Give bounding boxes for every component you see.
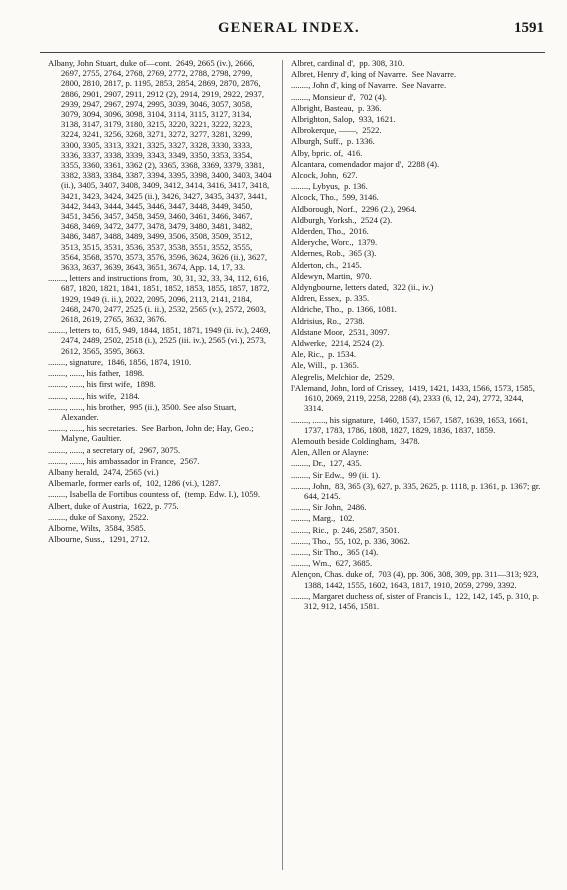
- index-references: p. 1534.: [328, 349, 357, 360]
- index-entry: [291, 125, 544, 135]
- index-heading: ........, John d', king of Navarre.: [291, 80, 398, 91]
- index-entry: [291, 69, 544, 79]
- index-heading: ........, Sir Edw.,: [291, 469, 345, 480]
- index-references: 1898.: [124, 368, 145, 379]
- index-heading: Alen, Allen or Alayne:: [291, 447, 369, 458]
- index-references: 2486.: [347, 502, 367, 513]
- index-heading: Aldborough, Norf.,: [291, 203, 358, 214]
- index-entry: [291, 458, 544, 468]
- index-references: 627.: [342, 170, 358, 181]
- index-references: 970.: [356, 270, 372, 281]
- index-heading: ........, letters to,: [48, 325, 102, 336]
- index-heading: l'Alemand, John, lord of Crissey,: [291, 382, 404, 393]
- index-entry: [291, 360, 544, 370]
- index-references: pp. 308, 310.: [359, 58, 405, 68]
- index-references: 2967, 3075.: [139, 444, 181, 455]
- index-entry: [291, 103, 544, 113]
- index-references: 122, 142, 145, p. 310, p. 312, 912, 1456, 1581.: [304, 590, 539, 611]
- index-references: 2522.: [362, 125, 382, 136]
- index-entry: [48, 478, 272, 488]
- index-heading: ........, ......, his father,: [48, 368, 121, 379]
- index-entry: [291, 271, 544, 281]
- index-references: 2016.: [349, 226, 369, 237]
- index-entry: [48, 445, 272, 455]
- index-references: 2522.: [129, 511, 149, 522]
- index-heading: Aldrisius, Ro.,: [291, 315, 342, 326]
- index-heading: Alby, bpric. of,: [291, 147, 344, 158]
- index-heading: ........, ......, his secretaries.: [48, 423, 138, 434]
- index-entry: [291, 502, 544, 512]
- column-divider: [282, 60, 283, 870]
- index-entry: [48, 402, 272, 422]
- index-references: 1622, p. 775.: [133, 500, 179, 511]
- index-entry: [48, 423, 272, 443]
- index-heading: ........, Marg.,: [291, 513, 336, 524]
- index-entry: [48, 501, 272, 511]
- index-heading: ........, letters and instructions from,: [48, 273, 169, 284]
- running-title: GENERAL INDEX.: [218, 20, 360, 36]
- index-references: 1898.: [136, 379, 156, 390]
- index-references: p. 336.: [357, 102, 382, 113]
- index-references: 2529.: [374, 371, 395, 382]
- index-references: 1846, 1856, 1874, 1910.: [107, 356, 192, 367]
- index-heading: ........, Isabella de Fortibus countess of,: [48, 489, 181, 500]
- header-rule: [40, 52, 545, 53]
- index-heading: ........, signature,: [48, 356, 104, 367]
- index-heading: Alderton, ch.,: [291, 259, 339, 270]
- index-heading: ........, Dr.,: [291, 458, 326, 469]
- index-references: p. 246, 2587, 3501.: [332, 524, 400, 535]
- index-references: p. 1336.: [346, 136, 375, 147]
- index-heading: Albrokerque, ——,: [291, 125, 359, 136]
- index-references: 995 (ii.), 3500. See also Stuart, Alexander.: [61, 401, 237, 422]
- index-references: p. 1365.: [330, 360, 359, 371]
- index-heading: ........, ......, his wife,: [48, 390, 117, 401]
- index-column-right: [291, 58, 544, 878]
- index-entry: [48, 489, 272, 499]
- index-references: 2288 (4).: [407, 158, 440, 169]
- index-heading: Aldernes, Rob.,: [291, 248, 345, 259]
- index-references: See Navarre.: [401, 80, 447, 91]
- index-entry: [48, 357, 272, 367]
- index-entry: [291, 525, 544, 535]
- index-entry: [291, 237, 544, 247]
- index-references: 127, 435.: [329, 458, 362, 469]
- index-heading: Alburgh, Suff.,: [291, 136, 343, 147]
- index-heading: Alcock, Tho.,: [291, 192, 339, 203]
- index-entry: [291, 349, 544, 359]
- index-heading: Albany, John Stuart, duke of—cont.: [48, 58, 172, 68]
- index-heading: ........, Wm.,: [291, 558, 332, 569]
- index-entry: [48, 58, 272, 272]
- index-heading: ........, ......, his brother,: [48, 401, 126, 412]
- index-references: 102, 1286 (vi.), 1287.: [145, 478, 221, 489]
- index-heading: ........, duke of Saxony,: [48, 511, 126, 522]
- index-references: 2524 (2).: [360, 214, 393, 225]
- index-entry: [291, 282, 544, 292]
- index-references: 2531, 3097.: [348, 326, 390, 337]
- index-heading: Aldren, Essex,: [291, 293, 342, 304]
- index-entry: [291, 114, 544, 124]
- page-header: [34, 20, 544, 42]
- index-entry: [291, 204, 544, 214]
- index-entry: [291, 181, 544, 191]
- index-entry: [291, 372, 544, 382]
- index-entry: [291, 226, 544, 236]
- index-references: 1419, 1421, 1433, 1566, 1573, 1585, 1610, 2069, 2119, 2258, 2288 (4), 2333 (6, 12, 24), 2772, 3244, 3314.: [304, 382, 535, 414]
- index-entry: [291, 569, 544, 589]
- index-entry: [291, 80, 544, 90]
- index-heading: ........, Monsieur d',: [291, 91, 356, 102]
- index-heading: Albright, Basteau,: [291, 102, 354, 113]
- index-references: 3478.: [400, 435, 420, 446]
- index-entry: [291, 415, 544, 435]
- index-entry: [48, 379, 272, 389]
- index-heading: Ale, Will.,: [291, 360, 327, 371]
- index-references: p. 136.: [344, 181, 368, 192]
- index-references: 99 (ii. 1).: [348, 469, 381, 480]
- index-references: 365 (14).: [346, 546, 379, 557]
- index-references: 615, 949, 1844, 1851, 1871, 1949 (ii. iv.), 2469, 2474, 2489, 2502, 2518 (i.), 2525 (iii. iv.), 2565 (vi.), 2573, 2612, 3565, 3595, 3663.: [61, 325, 271, 356]
- index-entry: [291, 215, 544, 225]
- index-column-left: [48, 58, 272, 878]
- index-references: p. 1366, 1081.: [347, 304, 397, 315]
- index-heading: Alborne, Wilts,: [48, 522, 101, 533]
- index-heading: ........, Sir John,: [291, 502, 344, 513]
- index-heading: ........, Lybyus,: [291, 181, 340, 192]
- index-references: 365 (3).: [349, 248, 377, 259]
- index-heading: Albert, duke of Austria,: [48, 500, 130, 511]
- index-entry: [291, 338, 544, 348]
- index-references: 2649, 2665 (iv.), 2666, 2697, 2755, 2764, 2768, 2769, 2772, 2788, 2798, 2799, 2800, 2810, 2817, p. 1195, 2853, 2854, 2869, 2870, 2876, 2886, 2901, 2907, 2911, 2912 (2), 2914, 2919, 2922, 2937, 2939, 2947, 2967, 2974, 2995, 3039, 3046, 3057, 3058, 3079, 3094, 3096, 3098, 3104, 3114, 3115, 3127, 3134, 3138, 3147, 3179, 3180, 3215, 3220, 3221, 3222, 3223, 3224, 3241, 3256, 3268, 3271, 3272, 3277, 3281, 3299, 3300, 3305, 3313, 3321, 3325, 3327, 3328, 3330, 3333, 3336, 3337, 3338, 3339, 3343, 3349, 3350, 3353, 3354, 3355, 3360, 3361, 3362 (2), 3365, 3368, 3369, 3379, 3381, 3382, 3383, 3384, 3387, 3394, 3395, 3398, 3400, 3403, 3404 (ii.), 3405, 3407, 3408, 3409, 3412, 3414, 3416, 3417, 3418, 3421, 3423, 3424, 3425 (ii.), 3426, 3427, 3435, 3437, 3441, 3442, 3443, 3444, 3445, 3446, 3447, 3448, 3449, 3450, 3451, 3456, 3457, 3458, 3459, 3460, 3461, 3466, 3467, 3468, 3469, 3472, 3477, 3478, 3479, 3480, 3481, 3482, 3486, 3487, 3488, 3489, 3499, 3506, 3508, 3509, 3512, 3513, 3515, 3531, 3536, 3537, 3538, 3551, 3552, 3555, 3564, 3568, 3570, 3573, 3576, 3596, 3624, 3626 (ii.), 3627, 3633, 3637, 3639, 3643, 3651, 3674, App. 14, 17, 33.: [61, 58, 272, 273]
- index-entry: [291, 513, 544, 523]
- index-entry: [291, 260, 544, 270]
- index-entry: [291, 192, 544, 202]
- index-entry: [291, 383, 544, 414]
- index-heading: Alençon, Chas. duke of,: [291, 569, 375, 580]
- index-references: 102.: [339, 513, 355, 524]
- index-references: 2145.: [342, 259, 362, 270]
- index-entry: [291, 327, 544, 337]
- index-entry: [291, 447, 544, 457]
- index-references: 627, 3685.: [335, 558, 373, 569]
- index-entry: [48, 534, 272, 544]
- index-entry: [291, 304, 544, 314]
- index-heading: ........, ......, his signature,: [291, 414, 376, 425]
- index-references: 2214, 2524 (2).: [331, 338, 385, 349]
- index-heading: ........, ......, his first wife,: [48, 379, 133, 390]
- index-heading: ........, Ric.,: [291, 524, 329, 535]
- index-entry: [291, 558, 544, 568]
- index-heading: Alderden, Tho.,: [291, 226, 346, 237]
- index-references: 1460, 1537, 1567, 1587, 1639, 1653, 1661, 1737, 1783, 1786, 1808, 1827, 1829, 1836, 1837, 1859.: [304, 414, 528, 435]
- index-references: 703 (4), pp. 306, 308, 309, pp. 311—313; 923, 1388, 1442, 1555, 1602, 1643, 1817, 1910, 2059, 2799, 3392.: [304, 569, 539, 590]
- index-heading: Albany herald,: [48, 466, 100, 477]
- index-references: (temp. Edw. I.), 1059.: [184, 489, 260, 500]
- index-heading: Aldriche, Tho.,: [291, 304, 344, 315]
- index-heading: Aldstane Moor,: [291, 326, 345, 337]
- index-heading: Albourne, Suss.,: [48, 534, 105, 545]
- index-heading: Albemarle, former earls of,: [48, 478, 142, 489]
- index-references: 702 (4).: [359, 91, 387, 102]
- index-heading: Alderyche, Worc.,: [291, 237, 354, 248]
- index-references: 2184.: [120, 390, 140, 401]
- index-references: 1291, 2712.: [108, 534, 150, 545]
- index-entry: [291, 58, 544, 68]
- index-entry: [48, 273, 272, 324]
- index-heading: Albret, cardinal d',: [291, 58, 356, 68]
- index-references: 933, 1621.: [358, 114, 396, 125]
- index-references: 30, 31, 32, 33, 34, 112, 616, 687, 1820, 1821, 1841, 1851, 1852, 1853, 1855, 1857, 1872, 1929, 1949 (i. ii.), 2022, 2095, 2096, 2113, 2141, 2184, 2468, 2470, 2477, 2525 (i. ii.), 2532, 2565 (v.), 2572, 2603, 2618, 2619, 2765, 3632, 3676.: [61, 273, 270, 325]
- index-references: 322 (ii., iv.): [393, 282, 434, 293]
- index-heading: Ale, Ric.,: [291, 349, 324, 360]
- index-references: 2296 (2.), 2964.: [361, 203, 417, 214]
- index-references: 3584, 3585.: [104, 522, 146, 533]
- index-references: See Barbon, John de; Hay, Geo.; Malyne, Gaultier.: [61, 423, 254, 444]
- index-entry: [291, 547, 544, 557]
- index-entry: [48, 467, 272, 477]
- index-references: 599, 3146.: [342, 192, 379, 203]
- index-heading: Albret, Henry d', king of Navarre.: [291, 69, 408, 80]
- index-heading: ........, John,: [291, 480, 331, 491]
- index-entry: [48, 523, 272, 533]
- index-entry: [291, 481, 544, 501]
- index-entry: [48, 456, 272, 466]
- index-entry: [291, 136, 544, 146]
- index-entry: [291, 316, 544, 326]
- index-entry: [48, 391, 272, 401]
- page-number: 1591: [514, 20, 544, 36]
- index-entry: [291, 159, 544, 169]
- index-references: 83, 365 (3), 627, p. 335, 2625, p. 1118, p. 1361, p. 1367; gr. 644, 2145.: [304, 480, 541, 501]
- index-heading: Aldburgh, Yorksh.,: [291, 214, 357, 225]
- index-heading: ........, Margaret duchess of, sister of Francis I.,: [291, 590, 451, 601]
- index-references: 55, 102, p. 336, 3062.: [334, 535, 410, 546]
- index-entry: [291, 293, 544, 303]
- index-entry: [291, 591, 544, 611]
- index-heading: Albrighton, Salop,: [291, 114, 355, 125]
- index-references: See Navarre.: [411, 69, 457, 80]
- index-references: p. 335.: [345, 293, 370, 304]
- index-entry: [291, 170, 544, 180]
- index-entry: [291, 92, 544, 102]
- index-references: 1379.: [357, 237, 378, 248]
- index-entry: [291, 248, 544, 258]
- index-references: 2567.: [180, 455, 200, 466]
- index-references: 2474, 2565 (vi.): [103, 466, 159, 477]
- index-entry: [291, 436, 544, 446]
- index-entry: [291, 536, 544, 546]
- index-entry: [291, 470, 544, 480]
- index-heading: ........, ......, his ambassador in France,: [48, 455, 176, 466]
- index-references: 2738.: [345, 315, 365, 326]
- index-entry: [48, 512, 272, 522]
- index-references: 416.: [347, 147, 363, 158]
- index-heading: Alemouth beside Coldingham,: [291, 435, 397, 446]
- index-heading: Alcantara, comendador major d',: [291, 158, 404, 169]
- index-heading: Alegrelis, Melchior de,: [291, 371, 371, 382]
- index-heading: ........, Tho.,: [291, 535, 331, 546]
- index-heading: Aldewyn, Martin,: [291, 270, 353, 281]
- index-heading: ........, ......, a secretary of,: [48, 444, 136, 455]
- index-heading: Aldwerke,: [291, 338, 328, 349]
- index-entry: [291, 148, 544, 158]
- index-heading: ........, Sir Tho.,: [291, 546, 343, 557]
- index-heading: Alcock, John,: [291, 170, 339, 181]
- index-entry: [48, 325, 272, 356]
- index-heading: Aldyngbourne, letters dated,: [291, 282, 389, 293]
- index-entry: [48, 368, 272, 378]
